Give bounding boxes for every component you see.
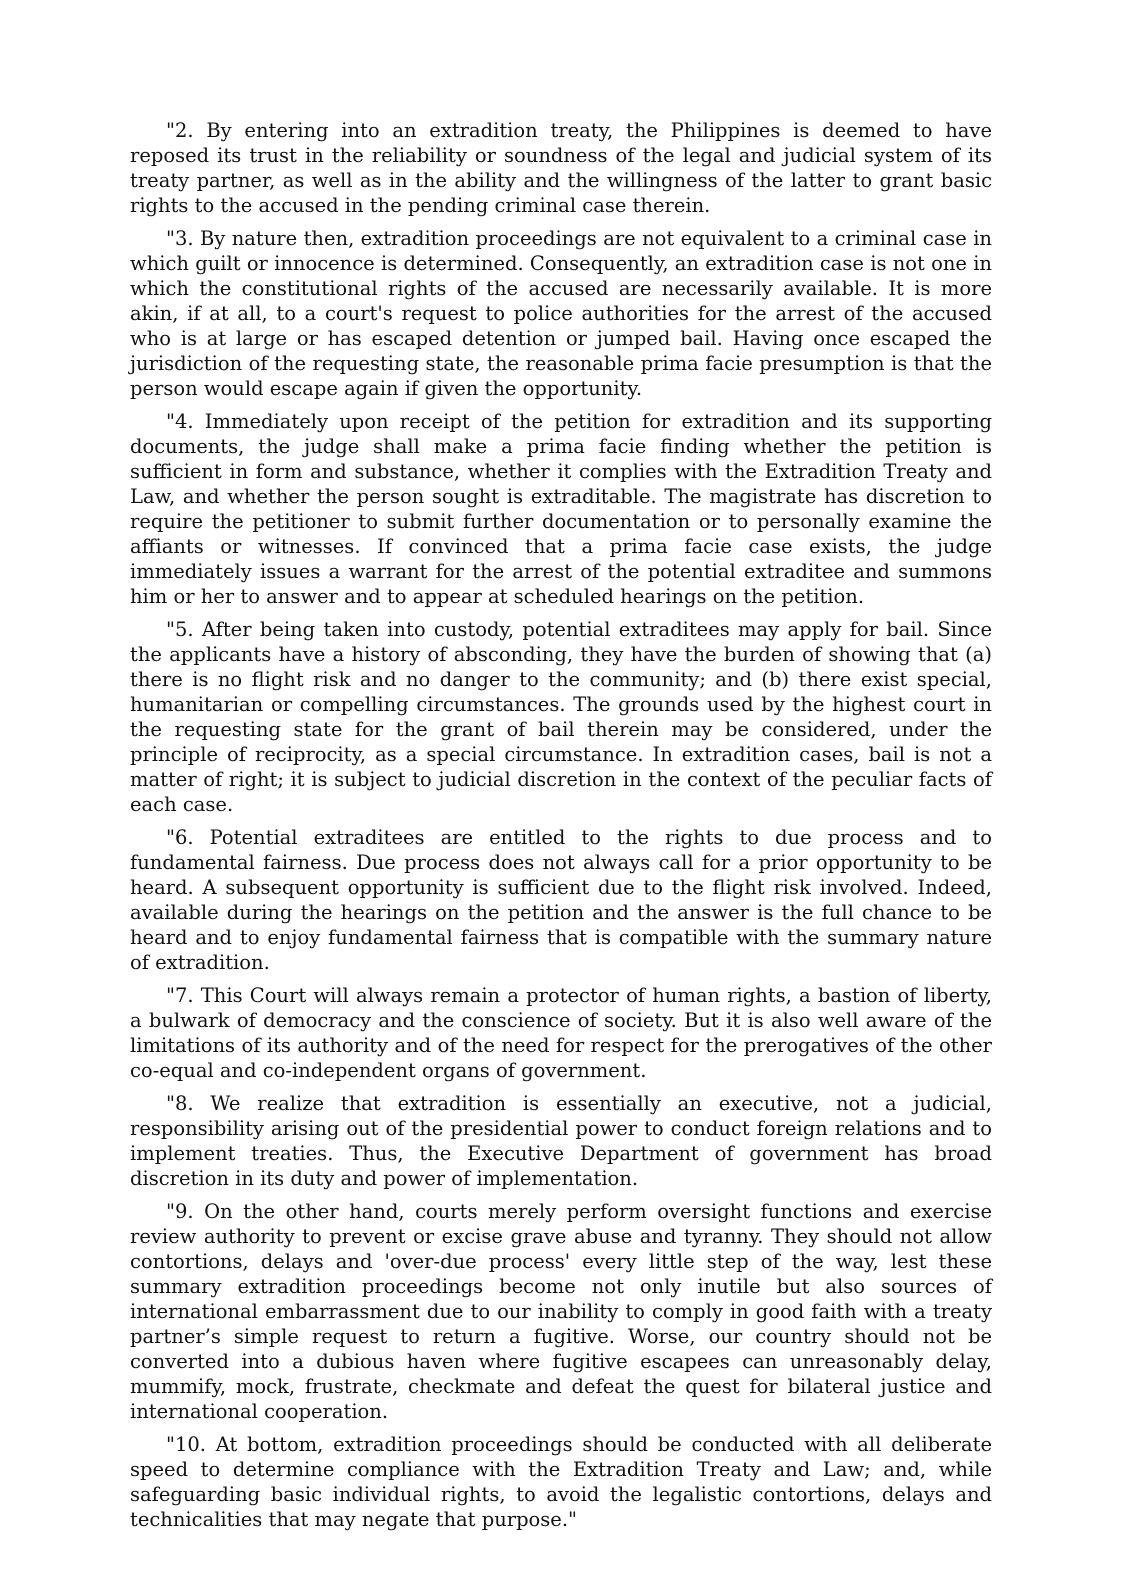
paragraph-7: "7. This Court will always remain a protector of human rights, a bastion of liberty, a bulwark of democracy and the conscience of society. But it is also well aware of the limitations of its authority and of the need for respect for the prerogatives of the other co-equal and co-independent organs of government. bbox=[130, 984, 992, 1082]
paragraph-2: "2. By entering into an extradition treaty, the Philippines is deemed to have reposed its trust in the reliability or soundness of the legal and judicial system of its treaty partner, as well as in the ability and the willingness of the latter to grant basic rights to the accused in the pending criminal case therein. bbox=[130, 119, 992, 217]
paragraph-5: "5. After being taken into custody, potential extraditees may apply for bail. Since the applicants have a history of absconding, they have the burden of showing that (a) there is no flight risk and no danger to the community; and (b) there exist special, humanitarian or compelling circumstances. The grounds used by the highest court in the requesting state for the grant of bail therein may be considered, under the principle of reciprocity, as a special circumstance. In extradition cases, bail is not a matter of right; it is subject to judicial discretion in the context of the peculiar facts of each case. bbox=[130, 618, 992, 816]
paragraph-9: "9. On the other hand, courts merely perform oversight functions and exercise review authority to prevent or excise grave abuse and tyranny. They should not allow contortions, delays and 'over-due process' every little step of the way, lest these summary extradition proceedings become not only inutile but also sources of international embarrassment due to our inability to comply in good faith with a treaty partner’s simple request to return a fugitive. Worse, our country should not be converted into a dubious haven where fugitive escapees can unreasonably delay, mummify, mock, frustrate, checkmate and defeat the quest for bilateral justice and international cooperation. bbox=[130, 1200, 992, 1423]
paragraph-4: "4. Immediately upon receipt of the petition for extradition and its supporting documents, the judge shall make a prima facie finding whether the petition is sufficient in form and substance, whether it complies with the Extradition Treaty and Law, and whether the person sought is extraditable. The magistrate has discretion to require the petitioner to submit further documentation or to personally examine the affiants or witnesses. If convinced that a prima facie case exists, the judge immediately issues a warrant for the arrest of the potential extraditee and summons him or her to answer and to appear at scheduled hearings on the petition. bbox=[130, 410, 992, 608]
paragraph-3: "3. By nature then, extradition proceedings are not equivalent to a criminal case in which guilt or innocence is determined. Consequently, an extradition case is not one in which the constitutional rights of the accused are necessarily available. It is more akin, if at all, to a court's request to police authorities for the arrest of the accused who is at large or has escaped detention or jumped bail. Having once escaped the jurisdiction of the requesting state, the reasonable prima facie presumption is that the person would escape again if given the opportunity. bbox=[130, 227, 992, 400]
document-page bbox=[130, 118, 992, 1540]
paragraph-10: "10. At bottom, extradition proceedings should be conducted with all deliberate speed to determine compliance with the Extradition Treaty and Law; and, while safeguarding basic individual rights, to avoid the legalistic contortions, delays and technicalities that may negate that purpose." bbox=[130, 1433, 992, 1531]
paragraph-8: "8. We realize that extradition is essentially an executive, not a judicial, responsibility arising out of the presidential power to conduct foreign relations and to implement treaties. Thus, the Executive Department of government has broad discretion in its duty and power of implementation. bbox=[130, 1092, 992, 1190]
paragraph-6: "6. Potential extraditees are entitled to the rights to due process and to fundamental fairness. Due process does not always call for a prior opportunity to be heard. A subsequent opportunity is sufficient due to the flight risk involved. Indeed, available during the hearings on the petition and the answer is the full chance to be heard and to enjoy fundamental fairness that is compatible with the summary nature of extradition. bbox=[130, 826, 992, 974]
